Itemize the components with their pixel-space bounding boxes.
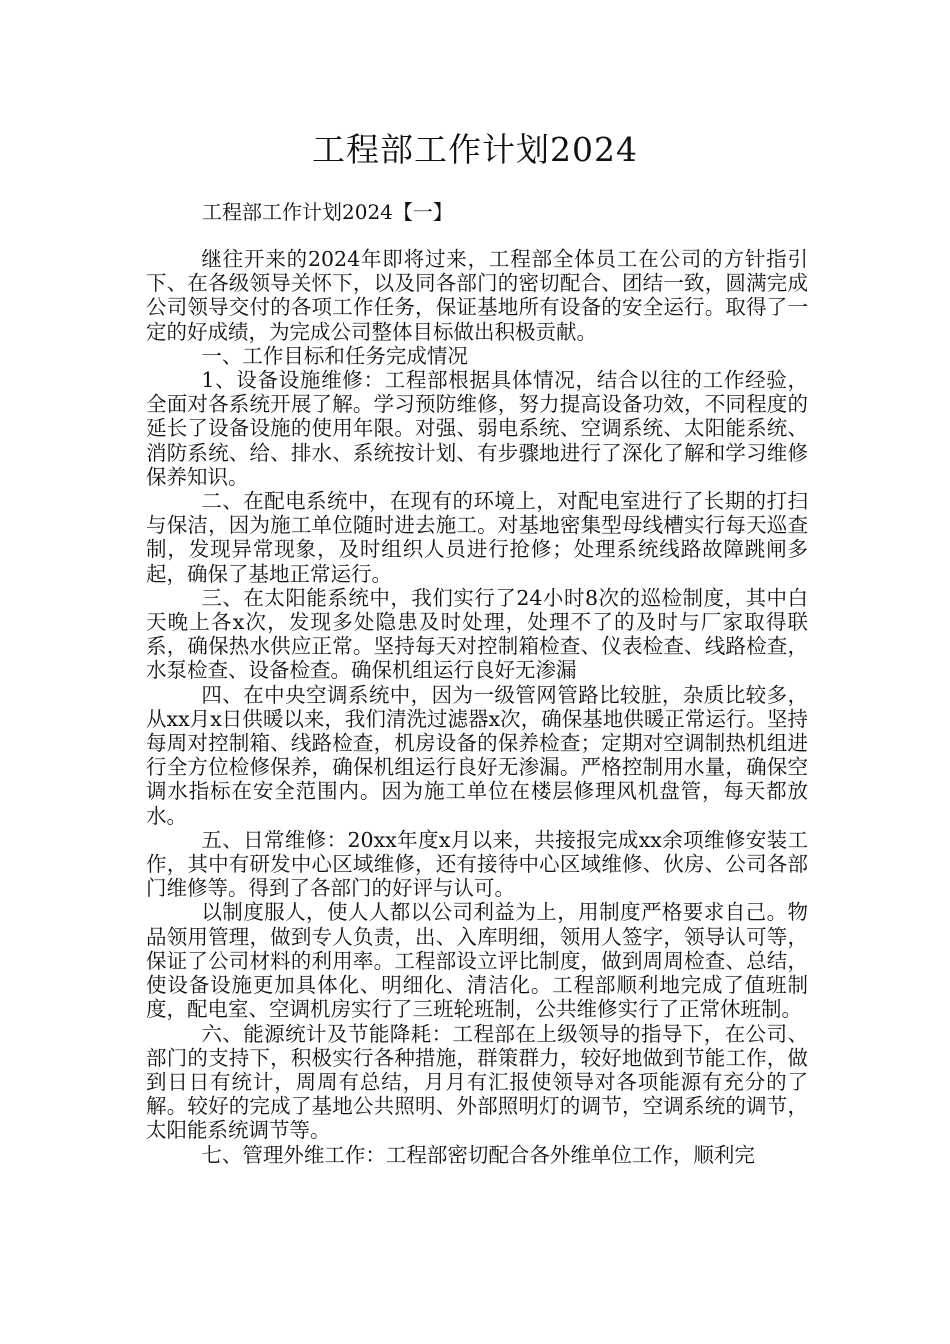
paragraph-external-maintenance: 七、管理外维工作：工程部密切配合各外维单位工作，顺利完 xyxy=(201,1142,755,1167)
paragraph-power-distribution: 二、在配电系统中，在现有的环境上，对配电室进行了长期的打扫与保洁，因为施工单位随时进去施工。对基地密集型母线槽实行每天巡查制，发现异常现象，及时组织人员进行抢修；处理系统线路故障跳闸多起，确保了基地正常运行。 xyxy=(146,489,808,586)
paragraph-management-system: 以制度服人，使人人都以公司利益为上，用制度严格要求自己。物品领用管理，做到专人负责，出、入库明细，领用人签字，领导认可等，保证了公司材料的利用率。工程部设立评比制度，做到周周检查、总结，使设备设施更加具体化、明细化、清洁化。工程部顺利地完成了值班制度，配电室、空调机房实行了三班轮班制，公共维修实行了正常休班制。 xyxy=(146,900,808,1022)
paragraph-daily-maintenance: 五、日常维修：20xx年度x月以来，共接报完成xx余项维修安装工作，其中有研发中心区域维修，还有接待中心区域维修、伙房、公司各部门维修等。得到了各部门的好评与认可。 xyxy=(146,827,808,901)
paragraph-central-ac: 四、在中央空调系统中，因为一级管网管路比较脏，杂质比较多，从xx月x日供暖以来，我们清洗过滤器x次，确保基地供暖正常运行。坚持每周对控制箱、线路检查，机房设备的保养检查；定期对空调制热机组进行全方位检修保养，确保机组运行良好无渗漏。严格控制用水量，确保空调水指标在安全范围内。因为施工单位在楼层修理风机盘管，每天都放水。 xyxy=(146,682,808,828)
paragraph-intro: 继往开来的2024年即将过来，工程部全体员工在公司的方针指引下、在各级领导关怀下，以及同各部门的密切配合、团结一致，圆满完成公司领导交付的各项工作任务，保证基地所有设备的安全运行。取得了一定的好成绩，为完成公司整体目标做出积极贡献。 xyxy=(146,247,808,344)
document-subtitle: 工程部工作计划2024【一】 xyxy=(202,200,453,224)
paragraph-heading-goals: 一、工作目标和任务完成情况 xyxy=(201,343,468,368)
document-body xyxy=(146,247,808,1167)
paragraph-energy-statistics: 六、能源统计及节能降耗：工程部在上级领导的指导下，在公司、部门的支持下，积极实行各种措施，群策群力，较好地做到节能工作，做到日日有统计，周周有总结，月月有汇报使领导对各项能源有充分的了解。较好的完成了基地公共照明、外部照明灯的调节，空调系统的调节，太阳能系统调节等。 xyxy=(146,1021,808,1143)
paragraph-equipment-maintenance: 1、设备设施维修：工程部根据具体情况，结合以往的工作经验，全面对各系统开展了解。学习预防维修，努力提高设备功效，不同程度的延长了设备设施的使用年限。对强、弱电系统、空调系统、太阳能系统、消防系统、给、排水、系统按计划、有步骤地进行了深化了解和学习维修保养知识。 xyxy=(146,368,808,489)
document-title: 工程部工作计划2024 xyxy=(312,130,638,169)
paragraph-solar-system: 三、在太阳能系统中，我们实行了24小时8次的巡检制度，其中白天晚上各x次，发现多处隐患及时处理，处理不了的及时与厂家取得联系，确保热水供应正常。坚持每天对控制箱检查、仪表检查、线路检查，水泵检查、设备检查。确保机组运行良好无渗漏 xyxy=(146,585,808,683)
